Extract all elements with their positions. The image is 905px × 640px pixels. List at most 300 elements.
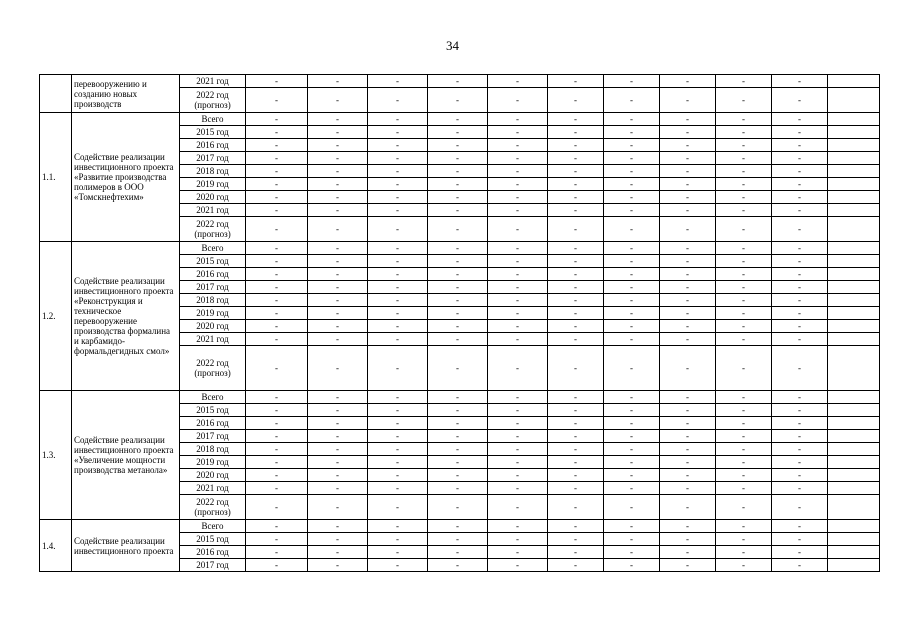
value-cell: - [548, 268, 604, 281]
empty-cell [828, 255, 880, 268]
value-cell: - [716, 430, 772, 443]
value-cell: - [660, 391, 716, 404]
value-cell: - [772, 307, 828, 320]
value-cell: - [604, 533, 660, 546]
value-cell: - [246, 242, 308, 255]
value-cell: - [246, 417, 308, 430]
value-cell: - [716, 242, 772, 255]
value-cell: - [660, 456, 716, 469]
value-cell: - [488, 417, 548, 430]
value-cell: - [660, 242, 716, 255]
value-cell: - [428, 139, 488, 152]
year-label: 2015 год [180, 404, 246, 417]
table-row [40, 242, 880, 255]
value-cell: - [368, 242, 428, 255]
section-name: Содействие реализации инвестиционного проекта [72, 520, 180, 572]
value-cell: - [604, 242, 660, 255]
value-cell: - [488, 191, 548, 204]
value-cell: - [548, 139, 604, 152]
value-cell: - [368, 88, 428, 113]
value-cell: - [604, 417, 660, 430]
value-cell: - [246, 307, 308, 320]
value-cell: - [488, 333, 548, 346]
value-cell: - [772, 546, 828, 559]
value-cell: - [368, 482, 428, 495]
value-cell: - [488, 469, 548, 482]
value-cell: - [772, 113, 828, 126]
value-cell: - [246, 165, 308, 178]
budget-table [39, 74, 880, 572]
value-cell: - [716, 404, 772, 417]
value-cell: - [428, 469, 488, 482]
value-cell: - [604, 255, 660, 268]
empty-cell [828, 430, 880, 443]
value-cell: - [660, 113, 716, 126]
value-cell: - [368, 268, 428, 281]
section-number: 1.3. [40, 391, 72, 520]
value-cell: - [428, 559, 488, 572]
value-cell: - [368, 430, 428, 443]
value-cell: - [368, 178, 428, 191]
value-cell: - [772, 520, 828, 533]
value-cell: - [246, 126, 308, 139]
value-cell: - [716, 307, 772, 320]
value-cell: - [772, 320, 828, 333]
value-cell: - [246, 346, 308, 391]
value-cell: - [428, 113, 488, 126]
value-cell: - [428, 294, 488, 307]
value-cell: - [660, 417, 716, 430]
year-label: 2016 год [180, 268, 246, 281]
value-cell: - [772, 430, 828, 443]
value-cell: - [772, 281, 828, 294]
year-label: 2016 год [180, 417, 246, 430]
year-label: 2021 год [180, 482, 246, 495]
value-cell: - [716, 346, 772, 391]
value-cell: - [368, 139, 428, 152]
value-cell: - [772, 242, 828, 255]
empty-cell [828, 417, 880, 430]
value-cell: - [716, 139, 772, 152]
value-cell: - [772, 559, 828, 572]
value-cell: - [368, 75, 428, 88]
empty-cell [828, 533, 880, 546]
value-cell: - [716, 559, 772, 572]
empty-cell [828, 281, 880, 294]
value-cell: - [246, 178, 308, 191]
value-cell: - [246, 204, 308, 217]
value-cell: - [428, 520, 488, 533]
value-cell: - [308, 430, 368, 443]
value-cell: - [488, 495, 548, 520]
value-cell: - [428, 88, 488, 113]
value-cell: - [368, 469, 428, 482]
value-cell: - [660, 469, 716, 482]
value-cell: - [488, 307, 548, 320]
value-cell: - [548, 204, 604, 217]
empty-cell [828, 204, 880, 217]
value-cell: - [368, 113, 428, 126]
value-cell: - [548, 456, 604, 469]
value-cell: - [772, 139, 828, 152]
value-cell: - [428, 268, 488, 281]
value-cell: - [368, 520, 428, 533]
empty-cell [828, 242, 880, 255]
empty-cell [828, 307, 880, 320]
value-cell: - [246, 191, 308, 204]
value-cell: - [246, 469, 308, 482]
year-label: Всего [180, 242, 246, 255]
value-cell: - [604, 333, 660, 346]
value-cell: - [308, 456, 368, 469]
value-cell: - [660, 75, 716, 88]
value-cell: - [716, 126, 772, 139]
value-cell: - [246, 495, 308, 520]
value-cell: - [428, 126, 488, 139]
value-cell: - [488, 255, 548, 268]
value-cell: - [368, 495, 428, 520]
empty-cell [828, 546, 880, 559]
value-cell: - [548, 294, 604, 307]
year-label: 2022 год (прогноз) [180, 88, 246, 113]
value-cell: - [308, 75, 368, 88]
value-cell: - [716, 482, 772, 495]
value-cell: - [428, 255, 488, 268]
value-cell: - [716, 417, 772, 430]
value-cell: - [368, 417, 428, 430]
value-cell: - [368, 404, 428, 417]
value-cell: - [604, 404, 660, 417]
value-cell: - [548, 469, 604, 482]
table-row [40, 520, 880, 533]
value-cell: - [308, 559, 368, 572]
empty-cell [828, 126, 880, 139]
year-label: 2018 год [180, 165, 246, 178]
value-cell: - [716, 255, 772, 268]
value-cell: - [246, 520, 308, 533]
empty-cell [828, 346, 880, 391]
value-cell: - [308, 152, 368, 165]
value-cell: - [772, 417, 828, 430]
value-cell: - [368, 546, 428, 559]
value-cell: - [488, 165, 548, 178]
value-cell: - [428, 320, 488, 333]
value-cell: - [660, 255, 716, 268]
value-cell: - [246, 113, 308, 126]
value-cell: - [660, 430, 716, 443]
empty-cell [828, 391, 880, 404]
empty-cell [828, 191, 880, 204]
year-label: 2019 год [180, 456, 246, 469]
value-cell: - [716, 546, 772, 559]
value-cell: - [488, 268, 548, 281]
value-cell: - [428, 443, 488, 456]
value-cell: - [488, 404, 548, 417]
value-cell: - [246, 391, 308, 404]
year-label: 2017 год [180, 281, 246, 294]
empty-cell [828, 404, 880, 417]
page-number: 34 [446, 38, 459, 53]
value-cell: - [428, 307, 488, 320]
value-cell: - [488, 443, 548, 456]
value-cell: - [660, 268, 716, 281]
empty-cell [828, 320, 880, 333]
value-cell: - [428, 546, 488, 559]
value-cell: - [368, 294, 428, 307]
value-cell: - [368, 126, 428, 139]
value-cell: - [604, 217, 660, 242]
value-cell: - [488, 217, 548, 242]
value-cell: - [604, 346, 660, 391]
value-cell: - [308, 333, 368, 346]
value-cell: - [368, 559, 428, 572]
value-cell: - [428, 391, 488, 404]
empty-cell [828, 88, 880, 113]
value-cell: - [488, 75, 548, 88]
year-label: 2015 год [180, 255, 246, 268]
value-cell: - [660, 533, 716, 546]
empty-cell [828, 456, 880, 469]
value-cell: - [308, 346, 368, 391]
value-cell: - [604, 307, 660, 320]
value-cell: - [772, 255, 828, 268]
value-cell: - [368, 391, 428, 404]
empty-cell [828, 482, 880, 495]
year-label: 2017 год [180, 430, 246, 443]
value-cell: - [308, 255, 368, 268]
year-label: 2019 год [180, 178, 246, 191]
value-cell: - [308, 88, 368, 113]
value-cell: - [428, 495, 488, 520]
value-cell: - [660, 333, 716, 346]
value-cell: - [772, 456, 828, 469]
section-number [40, 75, 72, 113]
value-cell: - [368, 255, 428, 268]
value-cell: - [428, 482, 488, 495]
value-cell: - [772, 482, 828, 495]
value-cell: - [772, 204, 828, 217]
value-cell: - [548, 520, 604, 533]
value-cell: - [308, 546, 368, 559]
empty-cell [828, 443, 880, 456]
value-cell: - [716, 113, 772, 126]
value-cell: - [716, 268, 772, 281]
value-cell: - [246, 255, 308, 268]
year-label: 2020 год [180, 469, 246, 482]
value-cell: - [604, 75, 660, 88]
value-cell: - [604, 204, 660, 217]
value-cell: - [308, 294, 368, 307]
value-cell: - [604, 152, 660, 165]
empty-cell [828, 495, 880, 520]
value-cell: - [660, 88, 716, 113]
value-cell: - [246, 281, 308, 294]
value-cell: - [772, 404, 828, 417]
value-cell: - [246, 533, 308, 546]
value-cell: - [246, 404, 308, 417]
value-cell: - [308, 268, 368, 281]
value-cell: - [488, 533, 548, 546]
value-cell: - [548, 178, 604, 191]
value-cell: - [488, 152, 548, 165]
value-cell: - [368, 165, 428, 178]
value-cell: - [772, 178, 828, 191]
section-number: 1.1. [40, 113, 72, 242]
value-cell: - [488, 242, 548, 255]
year-label: 2019 год [180, 307, 246, 320]
section-name: Содействие реализации инвестиционного проекта «Реконструкция и техническое перевооружение производства формалина и карбамидо-формальдегидных смол» [72, 242, 180, 391]
value-cell: - [368, 320, 428, 333]
value-cell: - [604, 520, 660, 533]
value-cell: - [772, 152, 828, 165]
value-cell: - [604, 294, 660, 307]
value-cell: - [428, 191, 488, 204]
value-cell: - [246, 88, 308, 113]
value-cell: - [772, 495, 828, 520]
value-cell: - [488, 559, 548, 572]
value-cell: - [716, 456, 772, 469]
value-cell: - [772, 469, 828, 482]
value-cell: - [548, 281, 604, 294]
value-cell: - [716, 178, 772, 191]
value-cell: - [308, 320, 368, 333]
value-cell: - [660, 307, 716, 320]
empty-cell [828, 165, 880, 178]
value-cell: - [308, 533, 368, 546]
empty-cell [828, 113, 880, 126]
value-cell: - [660, 178, 716, 191]
value-cell: - [716, 320, 772, 333]
year-label: 2022 год (прогноз) [180, 217, 246, 242]
value-cell: - [488, 520, 548, 533]
year-label: Всего [180, 113, 246, 126]
value-cell: - [772, 217, 828, 242]
year-label: 2017 год [180, 559, 246, 572]
value-cell: - [548, 217, 604, 242]
year-label: 2020 год [180, 191, 246, 204]
year-label: 2022 год (прогноз) [180, 495, 246, 520]
value-cell: - [428, 281, 488, 294]
value-cell: - [428, 165, 488, 178]
value-cell: - [308, 520, 368, 533]
value-cell: - [308, 217, 368, 242]
value-cell: - [428, 417, 488, 430]
value-cell: - [716, 165, 772, 178]
value-cell: - [246, 294, 308, 307]
value-cell: - [604, 559, 660, 572]
value-cell: - [716, 495, 772, 520]
year-label: 2022 год (прогноз) [180, 346, 246, 391]
value-cell: - [660, 546, 716, 559]
year-label: 2016 год [180, 139, 246, 152]
value-cell: - [308, 126, 368, 139]
value-cell: - [368, 346, 428, 391]
value-cell: - [488, 178, 548, 191]
value-cell: - [368, 307, 428, 320]
value-cell: - [772, 294, 828, 307]
value-cell: - [488, 126, 548, 139]
value-cell: - [772, 346, 828, 391]
value-cell: - [308, 178, 368, 191]
value-cell: - [548, 443, 604, 456]
table-row [40, 113, 880, 126]
section-name: перевооружению и созданию новых производств [72, 75, 180, 113]
value-cell: - [488, 139, 548, 152]
value-cell: - [548, 88, 604, 113]
value-cell: - [604, 113, 660, 126]
value-cell: - [604, 443, 660, 456]
year-label: 2021 год [180, 75, 246, 88]
value-cell: - [488, 113, 548, 126]
value-cell: - [548, 417, 604, 430]
value-cell: - [246, 268, 308, 281]
value-cell: - [308, 139, 368, 152]
value-cell: - [716, 333, 772, 346]
value-cell: - [428, 404, 488, 417]
value-cell: - [604, 430, 660, 443]
value-cell: - [772, 268, 828, 281]
empty-cell [828, 217, 880, 242]
value-cell: - [368, 533, 428, 546]
value-cell: - [368, 456, 428, 469]
value-cell: - [428, 217, 488, 242]
value-cell: - [308, 443, 368, 456]
empty-cell [828, 75, 880, 88]
value-cell: - [428, 430, 488, 443]
empty-cell [828, 333, 880, 346]
value-cell: - [488, 88, 548, 113]
value-cell: - [548, 307, 604, 320]
value-cell: - [660, 126, 716, 139]
value-cell: - [428, 178, 488, 191]
value-cell: - [488, 281, 548, 294]
value-cell: - [308, 482, 368, 495]
value-cell: - [548, 165, 604, 178]
value-cell: - [488, 346, 548, 391]
empty-cell [828, 294, 880, 307]
value-cell: - [660, 281, 716, 294]
value-cell: - [548, 430, 604, 443]
value-cell: - [308, 281, 368, 294]
value-cell: - [772, 165, 828, 178]
value-cell: - [368, 281, 428, 294]
value-cell: - [772, 126, 828, 139]
section-number: 1.4. [40, 520, 72, 572]
year-label: 2017 год [180, 152, 246, 165]
value-cell: - [488, 456, 548, 469]
value-cell: - [660, 139, 716, 152]
year-label: 2016 год [180, 546, 246, 559]
value-cell: - [246, 333, 308, 346]
value-cell: - [246, 559, 308, 572]
value-cell: - [428, 333, 488, 346]
value-cell: - [548, 126, 604, 139]
value-cell: - [716, 520, 772, 533]
value-cell: - [772, 533, 828, 546]
value-cell: - [246, 320, 308, 333]
value-cell: - [604, 469, 660, 482]
year-label: 2015 год [180, 126, 246, 139]
value-cell: - [660, 204, 716, 217]
year-label: Всего [180, 520, 246, 533]
value-cell: - [428, 152, 488, 165]
value-cell: - [716, 75, 772, 88]
value-cell: - [772, 443, 828, 456]
value-cell: - [246, 430, 308, 443]
value-cell: - [548, 191, 604, 204]
section-name: Содействие реализации инвестиционного проекта «Увеличение мощности производства метанола» [72, 391, 180, 520]
year-label: 2020 год [180, 320, 246, 333]
